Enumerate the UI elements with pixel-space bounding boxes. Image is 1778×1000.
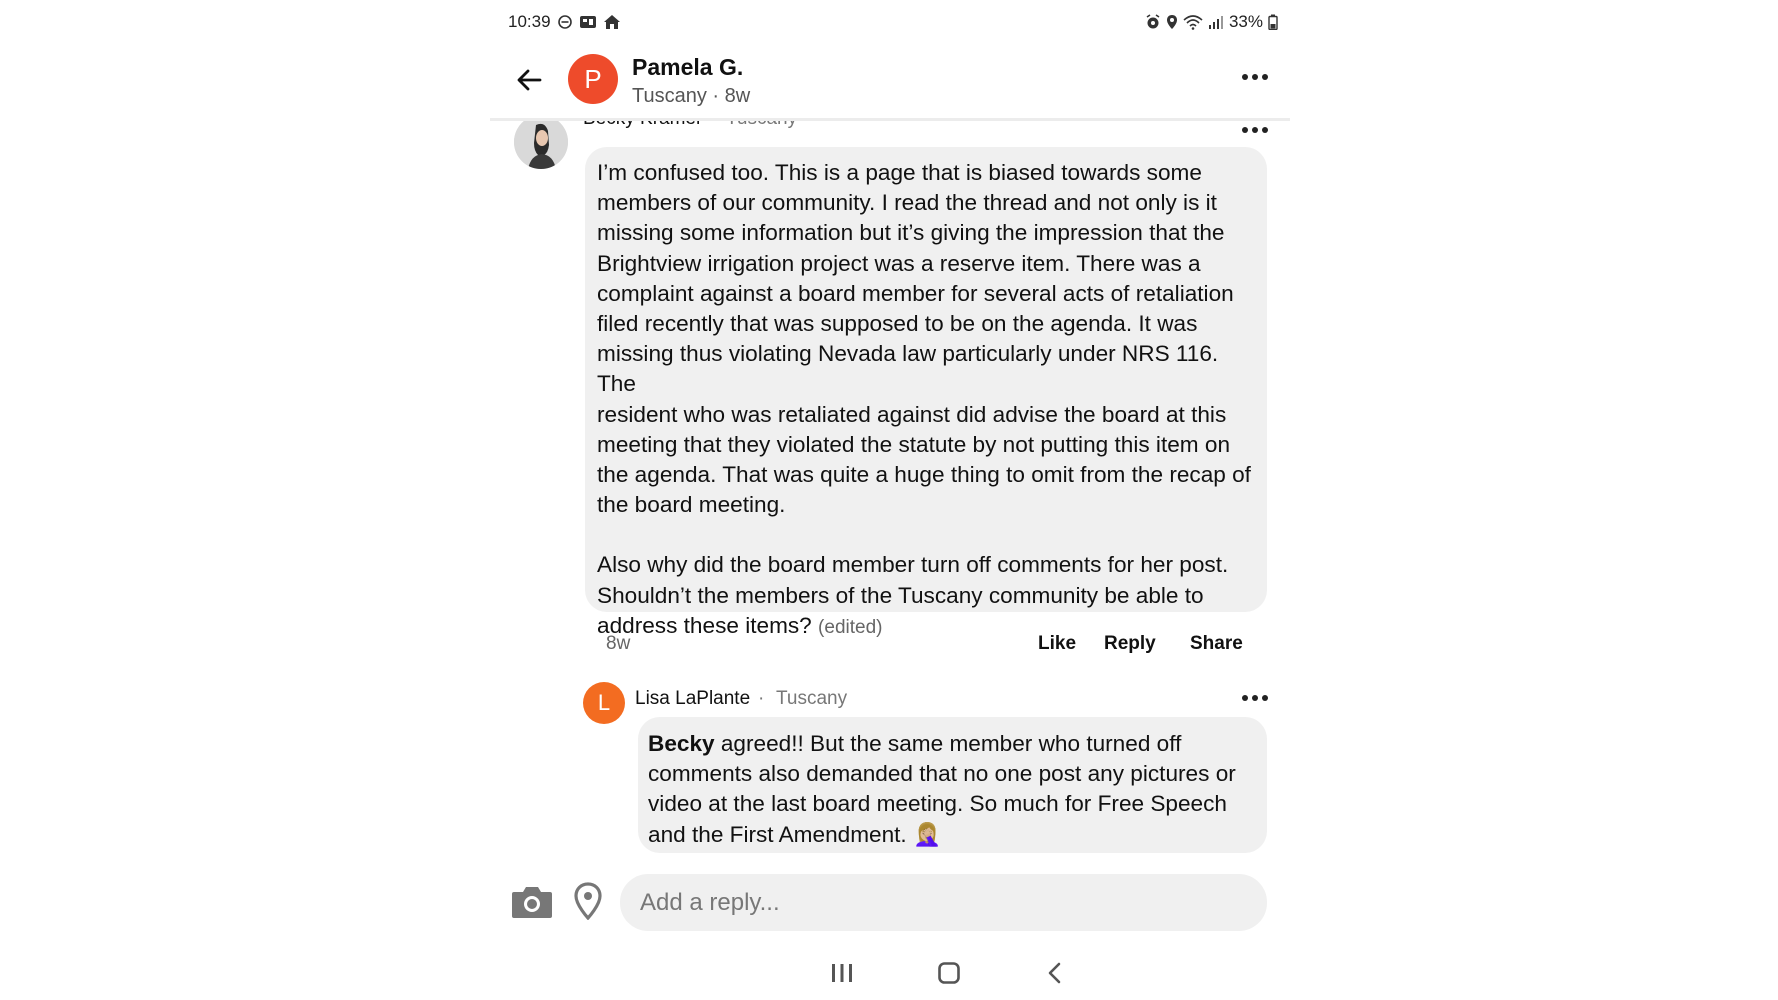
reply-text — [648, 729, 1257, 850]
reply-line: comments also demanded that no one post any pictures or — [648, 761, 1236, 787]
comment-share-button[interactable]: Share — [1190, 633, 1243, 654]
comment-more-options-button[interactable] — [1242, 127, 1268, 133]
reply-first-line — [648, 729, 1257, 759]
comment-like-button[interactable]: Like — [1038, 633, 1077, 654]
reply-author-group[interactable]: Tuscany — [776, 688, 848, 709]
comment-bubble[interactable] — [585, 147, 1267, 638]
camera-button[interactable] — [510, 884, 554, 920]
comment-line: filed recently that was supposed to be on the agenda. It was — [597, 311, 1198, 337]
comment-line: I’m confused too. This is a page that is biased towards some — [597, 160, 1202, 185]
author-name[interactable]: Pamela G. — [632, 54, 744, 80]
reply-last-line — [648, 820, 1257, 850]
location-icon — [1166, 14, 1178, 30]
post-subtitle: Tuscany · 8w — [632, 85, 751, 107]
status-bar — [508, 12, 1278, 36]
chevron-left-icon — [1044, 962, 1068, 984]
wifi-icon — [1183, 14, 1203, 30]
post-header — [490, 44, 1290, 121]
author-avatar[interactable] — [568, 54, 618, 104]
back-button[interactable] — [514, 64, 546, 96]
home-square-icon — [937, 962, 961, 984]
edited-label: (edited) — [818, 616, 883, 638]
person-photo-icon — [514, 115, 568, 169]
comment-line: complaint against a board member for several acts of retaliation — [597, 280, 1234, 306]
mention-link[interactable]: Becky — [648, 731, 715, 756]
author-avatar-letter: P — [584, 63, 602, 94]
alarm-icon — [1145, 14, 1161, 30]
signal-icon — [1208, 14, 1224, 30]
more-dot-icon — [1242, 695, 1248, 701]
comment-reply-button[interactable]: Reply — [1104, 633, 1156, 654]
comment-line: meeting that they violated the statute by not putting this item on — [597, 431, 1231, 457]
reply-author-name[interactable]: Lisa LaPlante — [635, 688, 751, 709]
status-right — [1145, 12, 1278, 32]
reply-separator: · — [758, 688, 765, 709]
reply-line: agreed!! But the same member who turned off — [714, 731, 1182, 756]
comment-line: missing some information but it’s giving the impression that the — [597, 220, 1225, 246]
comment-line: the board meeting. — [597, 492, 786, 518]
comment-last-line — [597, 611, 1255, 643]
reply-more-options-button[interactable] — [1242, 695, 1268, 701]
comment-line: missing thus violating Nevada law particularly under NRS 116. The — [597, 341, 1219, 397]
phone-screen — [490, 0, 1290, 1000]
paragraph-gap — [597, 520, 1255, 550]
home-nav-button[interactable] — [937, 962, 961, 989]
back-nav-button[interactable] — [1044, 962, 1068, 989]
arrow-left-icon — [514, 64, 546, 96]
reply-avatar-letter: L — [597, 690, 611, 715]
battery-icon — [1268, 14, 1278, 30]
recent-apps-button[interactable] — [830, 962, 854, 989]
comment-line: Brightview irrigation project was a reserve item. There was a — [597, 250, 1201, 276]
do-not-disturb-icon — [557, 14, 573, 30]
reply-author-avatar[interactable] — [583, 682, 625, 724]
comment-line: the agenda. That was quite a huge thing to omit from the recap of — [597, 462, 1251, 488]
location-pin-icon — [574, 882, 602, 920]
reply-input[interactable] — [620, 874, 1267, 931]
reply-bubble[interactable] — [638, 717, 1267, 853]
comment-line: Shouldn’t the members of the Tuscany community be able to — [597, 582, 1204, 608]
status-time: 10:39 — [508, 12, 551, 31]
more-dot-icon — [1242, 127, 1248, 133]
comment-line: address these items? — [597, 612, 812, 638]
reply-line: video at the last board meeting. So much for Free Speech — [648, 791, 1227, 817]
recent-apps-icon — [830, 962, 854, 984]
status-left — [508, 12, 621, 32]
more-dot-icon — [1242, 74, 1248, 80]
sim-card-icon — [579, 14, 597, 30]
reply-line: and the First Amendment. — [648, 821, 907, 847]
facepalm-emoji: 🤦🏼‍♀️ — [912, 821, 942, 847]
comment-line: Also why did the board member turn off comments for her post. — [597, 552, 1229, 578]
comment-text — [597, 158, 1255, 643]
location-button[interactable] — [574, 882, 602, 920]
battery-percent: 33% — [1228, 12, 1263, 31]
comment-time: 8w — [606, 633, 631, 654]
camera-icon — [510, 884, 554, 920]
post-more-options-button[interactable] — [1242, 74, 1268, 80]
comment-line: members of our community. I read the thread and not only is it — [597, 190, 1217, 216]
home-icon — [603, 14, 621, 30]
commenter-avatar[interactable] — [514, 115, 568, 169]
comment-line: resident who was retaliated against did advise the board at this — [597, 401, 1227, 427]
